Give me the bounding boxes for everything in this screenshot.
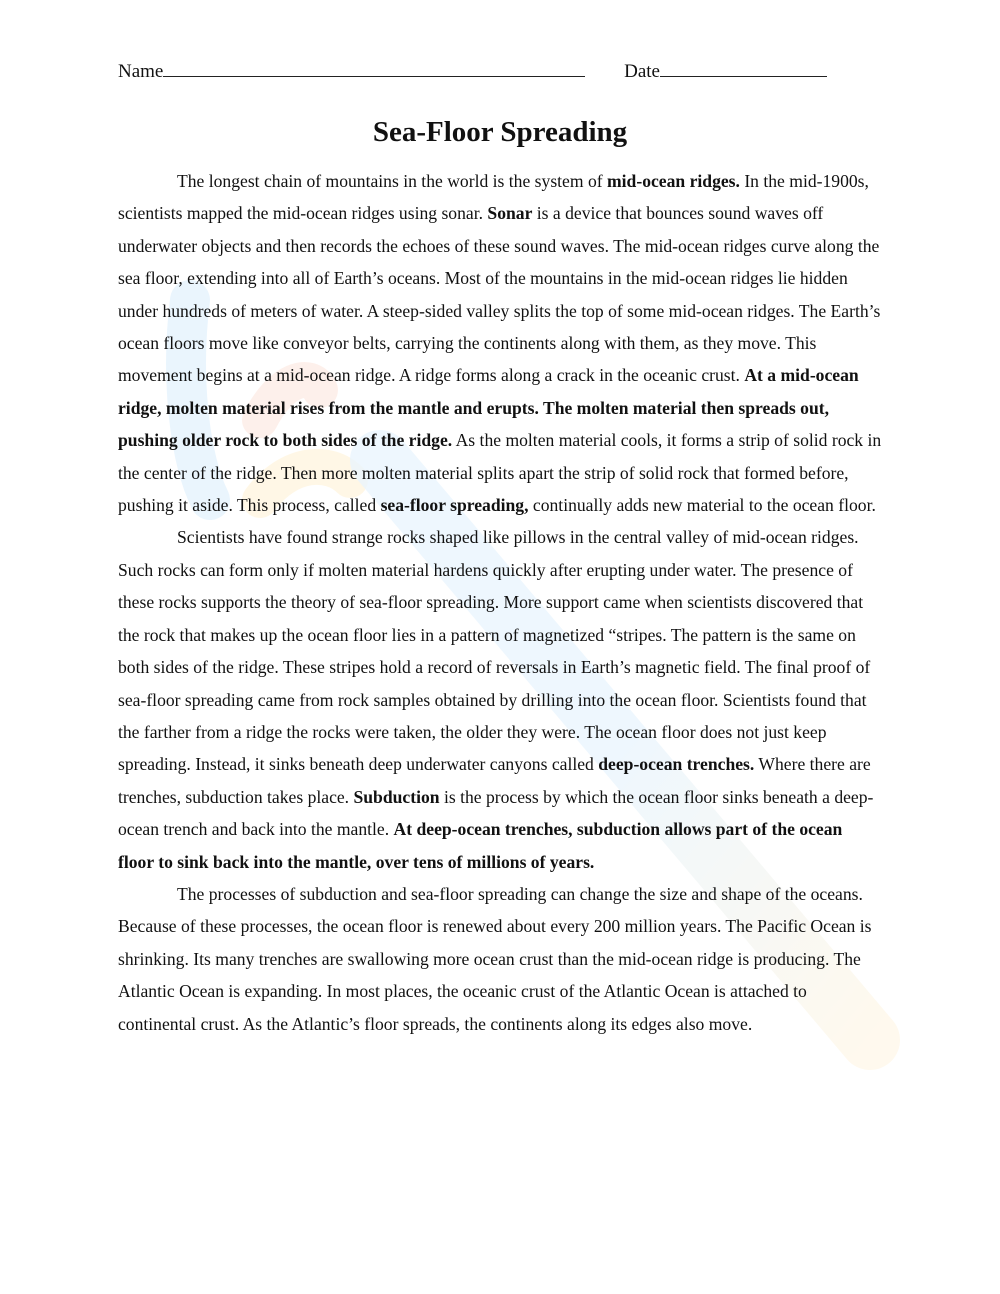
text-segment: Where there are trenches, subduction takes place. — [118, 754, 871, 807]
article-body — [118, 165, 882, 1040]
bold-term: At a mid-ocean ridge, molten material rises from the mantle and erupts. The molten material then spreads out, pushing older rock to both sides of the ridge. — [118, 365, 859, 451]
paragraph-3 — [118, 878, 882, 1040]
text-segment: In the mid-1900s, scientists mapped the mid-ocean ridges using sonar. — [118, 171, 869, 224]
header-fields — [118, 58, 827, 83]
date-blank-line[interactable] — [660, 58, 827, 77]
date-field[interactable] — [624, 58, 827, 83]
text-segment: The processes of subduction and sea-floor spreading can change the size and shape of the oceans. Because of these processes, the ocean floor is renewed about every 200 million years. The Pacific Ocean is shrinking. Its many trenches are swallowing more ocean crust than the mid-ocean ridge is producing. The Atlantic Ocean is expanding. In most places, the oceanic crust of the Atlantic Ocean is attached to continental crust. As the Atlantic’s floor spreads, the continents along its edges also move. — [118, 883, 872, 1034]
name-blank-line[interactable] — [163, 58, 585, 77]
bold-term: Sonar — [487, 203, 533, 224]
text-segment: The longest chain of mountains in the world is the system of — [177, 171, 607, 191]
page-title: Sea-Floor Spreading — [372, 116, 628, 148]
name-label: Name — [118, 61, 164, 82]
paragraph-1 — [118, 165, 882, 521]
text-segment: As the molten material cools, it forms a strip of solid rock in the center of the ridge. Then more molten material splits apart the strip of solid rock that formed before, pushing it aside. This process, called — [118, 430, 882, 516]
text-segment: continually adds new material to the ocean floor. — [528, 495, 876, 516]
paragraph-2 — [118, 521, 882, 877]
bold-term: At deep-ocean trenches, subduction allows part of the ocean floor to sink back into the mantle, over tens of millions of years. — [118, 819, 843, 872]
bold-term: deep-ocean trenches. — [598, 754, 755, 775]
bold-term: mid-ocean ridges. — [607, 171, 740, 191]
date-label: Date — [624, 61, 660, 82]
name-field[interactable] — [118, 58, 585, 83]
bold-term: sea-floor spreading, — [380, 495, 529, 516]
bold-term: Subduction — [353, 786, 440, 807]
text-segment: Scientists have found strange rocks shaped like pillows in the central valley of mid-ocean ridges. Such rocks can form only if molten material hardens quickly after erupting under water. The presence of these rocks supports the theory of sea-floor spreading. More support came when scientists discovered that the rock that makes up the ocean floor lies in a pattern of magnetized “stripes. The pattern is the same on both sides of the ridge. These stripes hold a record of reversals in Earth’s magnetic field. The final proof of sea-floor spreading came from rock samples obtained by drilling into the ocean floor. Scientists found that the farther from a ridge the rocks were taken, the older they were. The ocean floor does not just keep spreading. Instead, it sinks beneath deep underwater canyons called — [118, 527, 871, 775]
text-segment: is the process by which the ocean floor sinks beneath a deep-ocean trench and back into the mantle. — [118, 786, 874, 840]
text-segment: is a device that bounces sound waves off underwater objects and then records the echoes of these sound waves. The mid-ocean ridges curve along the sea floor, extending into all of Earth’s oceans. Most of the mountains in the mid-ocean ridges lie hidden under hundreds of meters of water. A steep-sided valley splits the top of some mid-ocean ridges. The Earth’s ocean floors move like conveyor belts, carrying the continents along with them, as they move. This movement begins at a mid-ocean ridge. A ridge forms along a crack in the oceanic crust. — [118, 203, 881, 386]
